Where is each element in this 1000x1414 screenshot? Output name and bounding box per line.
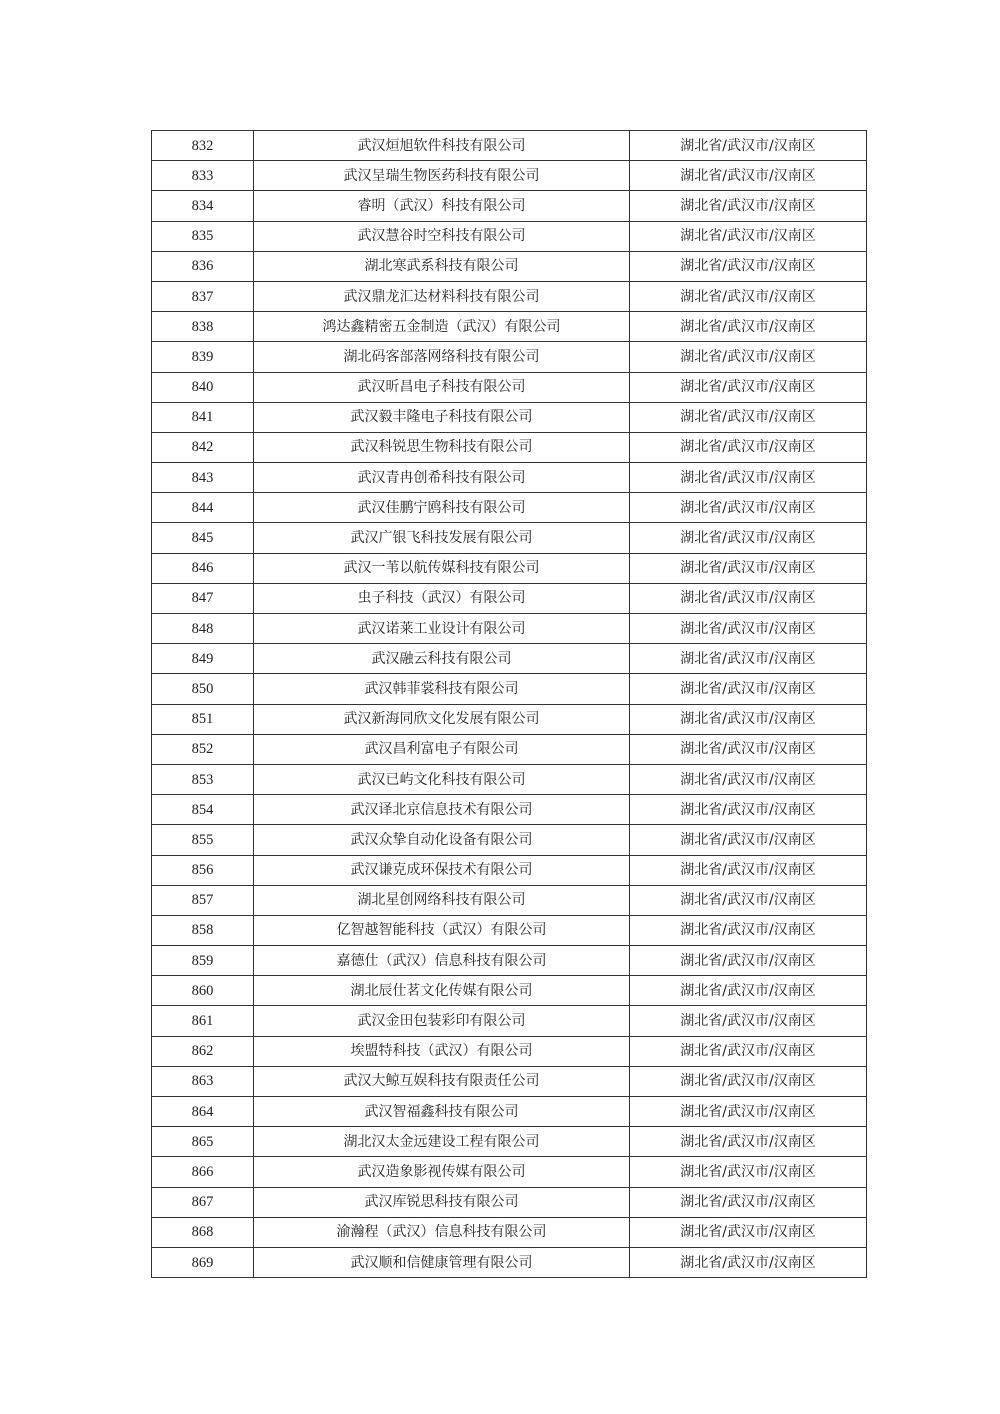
row-number-cell: 847: [152, 583, 254, 613]
region-cell: 湖北省/武汉市/汉南区: [630, 795, 867, 825]
table-row: [152, 583, 867, 613]
table-row: [152, 372, 867, 402]
company-name-cell: 武汉毅丰隆电子科技有限公司: [254, 402, 630, 432]
table-row: [152, 1006, 867, 1036]
table-row: [152, 342, 867, 372]
row-number-cell: 866: [152, 1157, 254, 1187]
row-number-cell: 835: [152, 221, 254, 251]
table-row: [152, 915, 867, 945]
region-cell: 湖北省/武汉市/汉南区: [630, 553, 867, 583]
company-name-cell: 虫子科技（武汉）有限公司: [254, 583, 630, 613]
company-name-cell: 埃盟特科技（武汉）有限公司: [254, 1036, 630, 1066]
company-name-cell: 武汉烜旭软件科技有限公司: [254, 131, 630, 161]
row-number-cell: 855: [152, 825, 254, 855]
row-number-cell: 867: [152, 1187, 254, 1217]
company-name-cell: 武汉诺莱工业设计有限公司: [254, 614, 630, 644]
company-name-cell: 武汉佳鹏宁鸥科技有限公司: [254, 493, 630, 523]
region-cell: 湖北省/武汉市/汉南区: [630, 946, 867, 976]
table-row: [152, 131, 867, 161]
table-row: [152, 161, 867, 191]
company-name-cell: 武汉智福鑫科技有限公司: [254, 1097, 630, 1127]
company-name-cell: 武汉呈瑞生物医药科技有限公司: [254, 161, 630, 191]
region-cell: 湖北省/武汉市/汉南区: [630, 764, 867, 794]
table-row: [152, 463, 867, 493]
row-number-cell: 851: [152, 704, 254, 734]
row-number-cell: 832: [152, 131, 254, 161]
table-row: [152, 1187, 867, 1217]
region-cell: 湖北省/武汉市/汉南区: [630, 312, 867, 342]
region-cell: 湖北省/武汉市/汉南区: [630, 1187, 867, 1217]
row-number-cell: 861: [152, 1006, 254, 1036]
region-cell: 湖北省/武汉市/汉南区: [630, 1097, 867, 1127]
table-row: [152, 1157, 867, 1187]
company-name-cell: 武汉众挚自动化设备有限公司: [254, 825, 630, 855]
row-number-cell: 858: [152, 915, 254, 945]
table-row: [152, 855, 867, 885]
region-cell: 湖北省/武汉市/汉南区: [630, 885, 867, 915]
table-row: [152, 523, 867, 553]
table-row: [152, 644, 867, 674]
company-name-cell: 武汉一苇以航传媒科技有限公司: [254, 553, 630, 583]
table-row: [152, 946, 867, 976]
row-number-cell: 859: [152, 946, 254, 976]
region-cell: 湖北省/武汉市/汉南区: [630, 1157, 867, 1187]
table-row: [152, 764, 867, 794]
company-name-cell: 武汉译北京信息技术有限公司: [254, 795, 630, 825]
region-cell: 湖北省/武汉市/汉南区: [630, 583, 867, 613]
table-row: [152, 281, 867, 311]
region-cell: 湖北省/武汉市/汉南区: [630, 131, 867, 161]
company-name-cell: 武汉昕昌电子科技有限公司: [254, 372, 630, 402]
region-cell: 湖北省/武汉市/汉南区: [630, 644, 867, 674]
table-row: [152, 1127, 867, 1157]
region-cell: 湖北省/武汉市/汉南区: [630, 221, 867, 251]
company-name-cell: 武汉已屿文化科技有限公司: [254, 764, 630, 794]
table-row: [152, 885, 867, 915]
table-row: [152, 1036, 867, 1066]
region-cell: 湖北省/武汉市/汉南区: [630, 915, 867, 945]
company-name-cell: 湖北码客部落网络科技有限公司: [254, 342, 630, 372]
company-name-cell: 武汉青冉创希科技有限公司: [254, 463, 630, 493]
row-number-cell: 869: [152, 1247, 254, 1277]
region-cell: 湖北省/武汉市/汉南区: [630, 1036, 867, 1066]
company-name-cell: 武汉韩菲裳科技有限公司: [254, 674, 630, 704]
company-name-cell: 武汉融云科技有限公司: [254, 644, 630, 674]
company-name-cell: 武汉昌利富电子有限公司: [254, 734, 630, 764]
table-row: [152, 1217, 867, 1247]
region-cell: 湖北省/武汉市/汉南区: [630, 614, 867, 644]
row-number-cell: 841: [152, 402, 254, 432]
company-name-cell: 渝瀚程（武汉）信息科技有限公司: [254, 1217, 630, 1247]
table-body: [152, 131, 867, 1278]
row-number-cell: 839: [152, 342, 254, 372]
region-cell: 湖北省/武汉市/汉南区: [630, 1006, 867, 1036]
row-number-cell: 845: [152, 523, 254, 553]
row-number-cell: 848: [152, 614, 254, 644]
row-number-cell: 868: [152, 1217, 254, 1247]
table-row: [152, 795, 867, 825]
table-row: [152, 221, 867, 251]
row-number-cell: 850: [152, 674, 254, 704]
row-number-cell: 840: [152, 372, 254, 402]
company-list-table: [151, 130, 867, 1278]
row-number-cell: 863: [152, 1066, 254, 1096]
region-cell: 湖北省/武汉市/汉南区: [630, 161, 867, 191]
table-row: [152, 553, 867, 583]
region-cell: 湖北省/武汉市/汉南区: [630, 432, 867, 462]
row-number-cell: 833: [152, 161, 254, 191]
table-row: [152, 1247, 867, 1277]
company-name-cell: 武汉科锐思生物科技有限公司: [254, 432, 630, 462]
region-cell: 湖北省/武汉市/汉南区: [630, 1127, 867, 1157]
row-number-cell: 862: [152, 1036, 254, 1066]
region-cell: 湖北省/武汉市/汉南区: [630, 251, 867, 281]
table-row: [152, 1097, 867, 1127]
region-cell: 湖北省/武汉市/汉南区: [630, 372, 867, 402]
table-row: [152, 704, 867, 734]
company-name-cell: 鸿达鑫精密五金制造（武汉）有限公司: [254, 312, 630, 342]
table-row: [152, 402, 867, 432]
row-number-cell: 838: [152, 312, 254, 342]
region-cell: 湖北省/武汉市/汉南区: [630, 342, 867, 372]
region-cell: 湖北省/武汉市/汉南区: [630, 281, 867, 311]
row-number-cell: 852: [152, 734, 254, 764]
company-name-cell: 湖北寒武系科技有限公司: [254, 251, 630, 281]
row-number-cell: 836: [152, 251, 254, 281]
row-number-cell: 853: [152, 764, 254, 794]
row-number-cell: 865: [152, 1127, 254, 1157]
region-cell: 湖北省/武汉市/汉南区: [630, 191, 867, 221]
company-name-cell: 湖北汉太金远建设工程有限公司: [254, 1127, 630, 1157]
row-number-cell: 834: [152, 191, 254, 221]
company-name-cell: 武汉顺和信健康管理有限公司: [254, 1247, 630, 1277]
company-name-cell: 亿智越智能科技（武汉）有限公司: [254, 915, 630, 945]
company-name-cell: 武汉库锐思科技有限公司: [254, 1187, 630, 1217]
row-number-cell: 846: [152, 553, 254, 583]
row-number-cell: 842: [152, 432, 254, 462]
table-row: [152, 432, 867, 462]
company-name-cell: 湖北星创网络科技有限公司: [254, 885, 630, 915]
row-number-cell: 854: [152, 795, 254, 825]
table-row: [152, 312, 867, 342]
region-cell: 湖北省/武汉市/汉南区: [630, 1066, 867, 1096]
company-name-cell: 湖北辰仕茗文化传媒有限公司: [254, 976, 630, 1006]
row-number-cell: 844: [152, 493, 254, 523]
row-number-cell: 849: [152, 644, 254, 674]
region-cell: 湖北省/武汉市/汉南区: [630, 1217, 867, 1247]
region-cell: 湖北省/武汉市/汉南区: [630, 674, 867, 704]
region-cell: 湖北省/武汉市/汉南区: [630, 855, 867, 885]
row-number-cell: 864: [152, 1097, 254, 1127]
table-row: [152, 251, 867, 281]
company-name-cell: 武汉大鲸互娱科技有限责任公司: [254, 1066, 630, 1096]
region-cell: 湖北省/武汉市/汉南区: [630, 976, 867, 1006]
row-number-cell: 843: [152, 463, 254, 493]
table-row: [152, 614, 867, 644]
region-cell: 湖北省/武汉市/汉南区: [630, 463, 867, 493]
company-name-cell: 武汉金田包装彩印有限公司: [254, 1006, 630, 1036]
table-row: [152, 825, 867, 855]
row-number-cell: 860: [152, 976, 254, 1006]
row-number-cell: 857: [152, 885, 254, 915]
company-name-cell: 武汉造象影视传媒有限公司: [254, 1157, 630, 1187]
region-cell: 湖北省/武汉市/汉南区: [630, 704, 867, 734]
region-cell: 湖北省/武汉市/汉南区: [630, 493, 867, 523]
region-cell: 湖北省/武汉市/汉南区: [630, 402, 867, 432]
row-number-cell: 856: [152, 855, 254, 885]
company-name-cell: 武汉鼎龙汇达材料科技有限公司: [254, 281, 630, 311]
region-cell: 湖北省/武汉市/汉南区: [630, 825, 867, 855]
table-row: [152, 734, 867, 764]
table-row: [152, 493, 867, 523]
table-row: [152, 1066, 867, 1096]
company-name-cell: 武汉谦克成环保技术有限公司: [254, 855, 630, 885]
table-row: [152, 976, 867, 1006]
company-name-cell: 武汉新海同欣文化发展有限公司: [254, 704, 630, 734]
region-cell: 湖北省/武汉市/汉南区: [630, 734, 867, 764]
table-row: [152, 191, 867, 221]
region-cell: 湖北省/武汉市/汉南区: [630, 523, 867, 553]
company-name-cell: 睿明（武汉）科技有限公司: [254, 191, 630, 221]
table-row: [152, 674, 867, 704]
company-name-cell: 嘉德仕（武汉）信息科技有限公司: [254, 946, 630, 976]
region-cell: 湖北省/武汉市/汉南区: [630, 1247, 867, 1277]
company-name-cell: 武汉慧谷时空科技有限公司: [254, 221, 630, 251]
row-number-cell: 837: [152, 281, 254, 311]
company-name-cell: 武汉广银飞科技发展有限公司: [254, 523, 630, 553]
